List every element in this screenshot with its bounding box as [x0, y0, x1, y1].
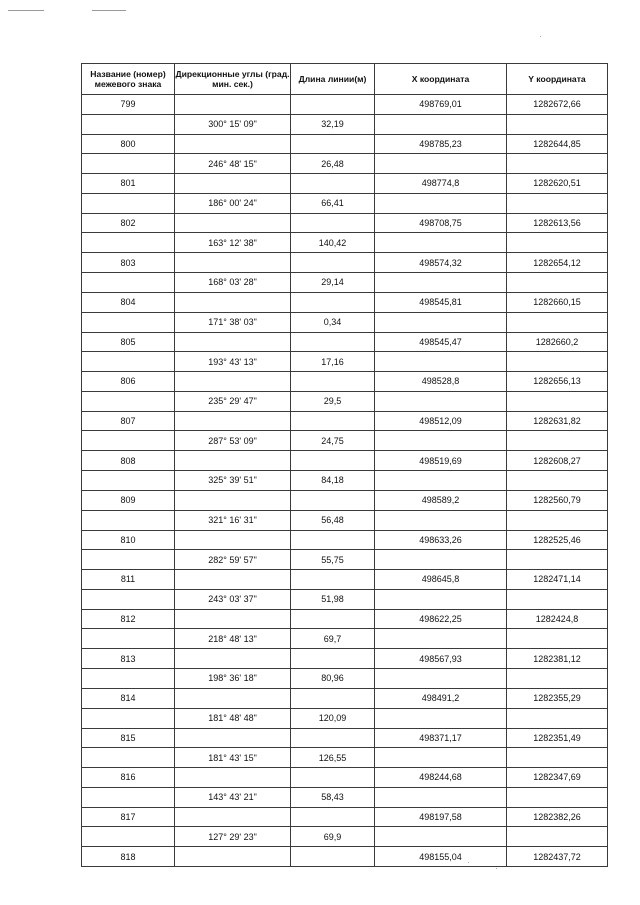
table-row-segment — [82, 470, 608, 490]
table-row-point — [82, 95, 608, 115]
point-number: 809 — [82, 490, 175, 510]
line-length: 24,75 — [291, 431, 375, 451]
table-row-segment — [82, 629, 608, 649]
empty-cell — [175, 768, 291, 788]
line-length: 51,98 — [291, 589, 375, 609]
point-number: 817 — [82, 807, 175, 827]
empty-cell — [291, 768, 375, 788]
point-number: 813 — [82, 649, 175, 669]
empty-cell — [291, 728, 375, 748]
empty-cell — [175, 174, 291, 194]
empty-cell — [175, 807, 291, 827]
empty-cell — [175, 570, 291, 590]
empty-cell — [291, 490, 375, 510]
empty-cell — [175, 372, 291, 392]
header-y-coordinate: Y координата — [507, 64, 608, 95]
table-row-segment — [82, 589, 608, 609]
direction-angle: 171° 38' 03" — [175, 312, 291, 332]
direction-angle: 235° 29' 47" — [175, 391, 291, 411]
table-row-segment — [82, 193, 608, 213]
x-coordinate: 498512,09 — [375, 411, 507, 431]
empty-cell — [507, 787, 608, 807]
x-coordinate: 498622,25 — [375, 609, 507, 629]
point-number: 806 — [82, 372, 175, 392]
line-length: 58,43 — [291, 787, 375, 807]
table-row-point — [82, 372, 608, 392]
empty-cell — [375, 470, 507, 490]
y-coordinate: 1282560,79 — [507, 490, 608, 510]
empty-cell — [82, 233, 175, 253]
y-coordinate: 1282608,27 — [507, 451, 608, 471]
empty-cell — [291, 213, 375, 233]
empty-cell — [82, 510, 175, 530]
empty-cell — [82, 312, 175, 332]
line-length: 26,48 — [291, 154, 375, 174]
table-row-point — [82, 847, 608, 867]
table-row-point — [82, 570, 608, 590]
line-length: 84,18 — [291, 470, 375, 490]
empty-cell — [375, 550, 507, 570]
empty-cell — [375, 787, 507, 807]
y-coordinate: 1282525,46 — [507, 530, 608, 550]
table-header-row — [82, 64, 608, 95]
direction-angle: 321° 16' 31" — [175, 510, 291, 530]
table-row-point — [82, 292, 608, 312]
direction-angle: 127° 29' 23" — [175, 827, 291, 847]
empty-cell — [375, 827, 507, 847]
empty-cell — [375, 668, 507, 688]
empty-cell — [291, 292, 375, 312]
empty-cell — [82, 272, 175, 292]
x-coordinate: 498574,32 — [375, 253, 507, 273]
table-row-segment — [82, 312, 608, 332]
table-row-point — [82, 253, 608, 273]
table-row-segment — [82, 550, 608, 570]
empty-cell — [82, 352, 175, 372]
line-length: 126,55 — [291, 748, 375, 768]
x-coordinate: 498519,69 — [375, 451, 507, 471]
y-coordinate: 1282644,85 — [507, 134, 608, 154]
y-coordinate: 1282471,14 — [507, 570, 608, 590]
empty-cell — [375, 708, 507, 728]
empty-cell — [375, 272, 507, 292]
table-row-segment — [82, 391, 608, 411]
line-length: 29,14 — [291, 272, 375, 292]
empty-cell — [507, 629, 608, 649]
x-coordinate: 498491,2 — [375, 688, 507, 708]
line-length: 66,41 — [291, 193, 375, 213]
table-row-point — [82, 451, 608, 471]
empty-cell — [82, 589, 175, 609]
table-row-segment — [82, 431, 608, 451]
empty-cell — [82, 470, 175, 490]
direction-angle: 181° 43' 15" — [175, 748, 291, 768]
y-coordinate: 1282660,15 — [507, 292, 608, 312]
empty-cell — [175, 253, 291, 273]
line-length: 55,75 — [291, 550, 375, 570]
empty-cell — [507, 708, 608, 728]
empty-cell — [82, 629, 175, 649]
empty-cell — [175, 292, 291, 312]
line-length: 29,5 — [291, 391, 375, 411]
point-number: 814 — [82, 688, 175, 708]
empty-cell — [82, 431, 175, 451]
y-coordinate: 1282613,56 — [507, 213, 608, 233]
line-length: 69,7 — [291, 629, 375, 649]
table-row-segment — [82, 272, 608, 292]
y-coordinate: 1282631,82 — [507, 411, 608, 431]
x-coordinate: 498708,75 — [375, 213, 507, 233]
point-number: 816 — [82, 768, 175, 788]
point-number: 818 — [82, 847, 175, 867]
y-coordinate: 1282347,69 — [507, 768, 608, 788]
point-number: 802 — [82, 213, 175, 233]
point-number: 812 — [82, 609, 175, 629]
table-row-point — [82, 530, 608, 550]
table-row-segment — [82, 114, 608, 134]
empty-cell — [291, 530, 375, 550]
empty-cell — [375, 233, 507, 253]
header-point-name: Название (номер) межевого знака — [82, 64, 175, 95]
point-number: 804 — [82, 292, 175, 312]
empty-cell — [175, 847, 291, 867]
empty-cell — [375, 431, 507, 451]
empty-cell — [175, 530, 291, 550]
empty-cell — [175, 688, 291, 708]
empty-cell — [507, 589, 608, 609]
line-length: 80,96 — [291, 668, 375, 688]
scan-artifact-line — [8, 10, 44, 11]
empty-cell — [82, 748, 175, 768]
table-row-point — [82, 609, 608, 629]
empty-cell — [175, 411, 291, 431]
empty-cell — [175, 609, 291, 629]
empty-cell — [175, 213, 291, 233]
empty-cell — [507, 352, 608, 372]
x-coordinate: 498633,26 — [375, 530, 507, 550]
line-length: 69,9 — [291, 827, 375, 847]
header-line-length: Длина линии(м) — [291, 64, 375, 95]
y-coordinate: 1282620,51 — [507, 174, 608, 194]
empty-cell — [375, 629, 507, 649]
table-row-point — [82, 649, 608, 669]
empty-cell — [291, 411, 375, 431]
empty-cell — [291, 253, 375, 273]
direction-angle: 186° 00' 24" — [175, 193, 291, 213]
empty-cell — [291, 451, 375, 471]
empty-cell — [375, 193, 507, 213]
empty-cell — [82, 193, 175, 213]
table-row-point — [82, 174, 608, 194]
empty-cell — [507, 748, 608, 768]
x-coordinate: 498567,93 — [375, 649, 507, 669]
empty-cell — [507, 827, 608, 847]
empty-cell — [291, 609, 375, 629]
x-coordinate: 498785,23 — [375, 134, 507, 154]
empty-cell — [291, 95, 375, 115]
y-coordinate: 1282424,8 — [507, 609, 608, 629]
empty-cell — [291, 332, 375, 352]
table-row-segment — [82, 352, 608, 372]
empty-cell — [82, 787, 175, 807]
y-coordinate: 1282437,72 — [507, 847, 608, 867]
empty-cell — [507, 193, 608, 213]
point-number: 808 — [82, 451, 175, 471]
empty-cell — [82, 708, 175, 728]
y-coordinate: 1282656,13 — [507, 372, 608, 392]
empty-cell — [507, 431, 608, 451]
y-coordinate: 1282355,29 — [507, 688, 608, 708]
scan-speck — [468, 862, 469, 863]
point-number: 815 — [82, 728, 175, 748]
line-length: 17,16 — [291, 352, 375, 372]
empty-cell — [291, 649, 375, 669]
y-coordinate: 1282351,49 — [507, 728, 608, 748]
table-row-segment — [82, 154, 608, 174]
line-length: 32,19 — [291, 114, 375, 134]
empty-cell — [291, 372, 375, 392]
empty-cell — [507, 272, 608, 292]
x-coordinate: 498244,68 — [375, 768, 507, 788]
table-row-segment — [82, 510, 608, 530]
point-number: 800 — [82, 134, 175, 154]
empty-cell — [82, 668, 175, 688]
empty-cell — [82, 550, 175, 570]
table-row-segment — [82, 708, 608, 728]
table-row-segment — [82, 748, 608, 768]
scan-speck — [496, 868, 497, 869]
table-row-segment — [82, 668, 608, 688]
direction-angle: 198° 36' 18" — [175, 668, 291, 688]
empty-cell — [175, 332, 291, 352]
x-coordinate: 498528,8 — [375, 372, 507, 392]
empty-cell — [507, 668, 608, 688]
table-row-point — [82, 332, 608, 352]
empty-cell — [507, 154, 608, 174]
line-length: 120,09 — [291, 708, 375, 728]
table-row-segment — [82, 787, 608, 807]
table-row-segment — [82, 233, 608, 253]
table-row-point — [82, 768, 608, 788]
empty-cell — [375, 589, 507, 609]
direction-angle: 243° 03' 37" — [175, 589, 291, 609]
x-coordinate: 498545,47 — [375, 332, 507, 352]
x-coordinate: 498589,2 — [375, 490, 507, 510]
x-coordinate: 498371,17 — [375, 728, 507, 748]
empty-cell — [291, 134, 375, 154]
x-coordinate: 498774,8 — [375, 174, 507, 194]
y-coordinate: 1282654,12 — [507, 253, 608, 273]
scan-artifact-line — [92, 10, 126, 11]
empty-cell — [507, 470, 608, 490]
empty-cell — [507, 510, 608, 530]
empty-cell — [375, 114, 507, 134]
direction-angle: 300° 15' 09" — [175, 114, 291, 134]
direction-angle: 218° 48' 13" — [175, 629, 291, 649]
empty-cell — [507, 391, 608, 411]
line-length: 0,34 — [291, 312, 375, 332]
empty-cell — [175, 134, 291, 154]
point-number: 810 — [82, 530, 175, 550]
empty-cell — [375, 510, 507, 530]
empty-cell — [82, 154, 175, 174]
empty-cell — [175, 728, 291, 748]
empty-cell — [375, 391, 507, 411]
point-number: 803 — [82, 253, 175, 273]
empty-cell — [507, 233, 608, 253]
point-number: 805 — [82, 332, 175, 352]
empty-cell — [291, 807, 375, 827]
x-coordinate: 498645,8 — [375, 570, 507, 590]
y-coordinate: 1282381,12 — [507, 649, 608, 669]
y-coordinate: 1282660,2 — [507, 332, 608, 352]
table-row-point — [82, 411, 608, 431]
direction-angle: 287° 53' 09" — [175, 431, 291, 451]
empty-cell — [291, 688, 375, 708]
x-coordinate: 498769,01 — [375, 95, 507, 115]
empty-cell — [175, 649, 291, 669]
empty-cell — [82, 391, 175, 411]
table-row-point — [82, 134, 608, 154]
point-number: 801 — [82, 174, 175, 194]
table-body — [82, 95, 608, 867]
boundary-coordinates-table — [81, 63, 608, 867]
x-coordinate: 498545,81 — [375, 292, 507, 312]
table-row-point — [82, 728, 608, 748]
point-number: 799 — [82, 95, 175, 115]
direction-angle: 163° 12' 38" — [175, 233, 291, 253]
x-coordinate: 498197,58 — [375, 807, 507, 827]
y-coordinate: 1282672,66 — [507, 95, 608, 115]
line-length: 56,48 — [291, 510, 375, 530]
table-row-point — [82, 688, 608, 708]
y-coordinate: 1282382,26 — [507, 807, 608, 827]
header-direction-angle: Дирекционные углы (град. мин. сек.) — [175, 64, 291, 95]
table-row-point — [82, 490, 608, 510]
empty-cell — [82, 114, 175, 134]
x-coordinate: 498155,04 — [375, 847, 507, 867]
direction-angle: 168° 03' 28" — [175, 272, 291, 292]
scan-speck — [540, 36, 541, 37]
table-row-point — [82, 213, 608, 233]
direction-angle: 181° 48' 48" — [175, 708, 291, 728]
empty-cell — [375, 312, 507, 332]
direction-angle: 143° 43' 21" — [175, 787, 291, 807]
empty-cell — [507, 114, 608, 134]
direction-angle: 193° 43' 13" — [175, 352, 291, 372]
empty-cell — [507, 550, 608, 570]
empty-cell — [291, 174, 375, 194]
empty-cell — [82, 827, 175, 847]
direction-angle: 246° 48' 15" — [175, 154, 291, 174]
point-number: 807 — [82, 411, 175, 431]
point-number: 811 — [82, 570, 175, 590]
empty-cell — [375, 352, 507, 372]
empty-cell — [175, 95, 291, 115]
direction-angle: 282° 59' 57" — [175, 550, 291, 570]
empty-cell — [291, 847, 375, 867]
empty-cell — [175, 451, 291, 471]
empty-cell — [291, 570, 375, 590]
table-row-segment — [82, 827, 608, 847]
line-length: 140,42 — [291, 233, 375, 253]
direction-angle: 325° 39' 51" — [175, 470, 291, 490]
table-row-point — [82, 807, 608, 827]
empty-cell — [375, 154, 507, 174]
empty-cell — [175, 490, 291, 510]
header-x-coordinate: X координата — [375, 64, 507, 95]
empty-cell — [375, 748, 507, 768]
empty-cell — [507, 312, 608, 332]
